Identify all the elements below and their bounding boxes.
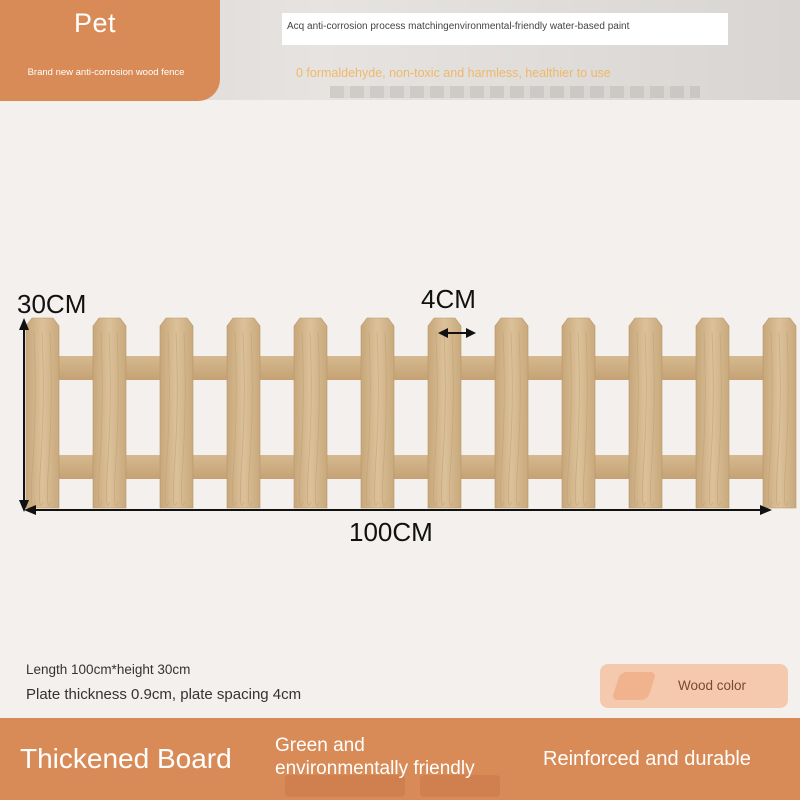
- spec-dimensions: Length 100cm*height 30cm: [26, 662, 191, 677]
- brand-title: Pet: [73, 8, 117, 38]
- wood-color-option[interactable]: [600, 664, 788, 708]
- feature-thickened-board: Thickened Board: [20, 743, 232, 774]
- height-label: 30CM: [17, 289, 87, 319]
- fence: [26, 318, 796, 508]
- wood-swatch-icon: [611, 672, 656, 700]
- feature-reinforced: Reinforced and durable: [543, 748, 751, 770]
- feature-green-line1: Green and: [275, 735, 365, 756]
- wood-color-label: Wood color: [678, 678, 747, 693]
- banner-tagline: 0 formaldehyde, non-toxic and harmless, healthier to use: [296, 66, 611, 80]
- feature-green-line2: environmentally friendly: [275, 758, 475, 779]
- banner-headline: Acq anti-corrosion process matchingenvironmental-friendly water-based paint: [287, 21, 630, 32]
- spec-thickness: Plate thickness 0.9cm, plate spacing 4cm: [26, 686, 302, 703]
- length-label: 100CM: [349, 517, 433, 547]
- spacing-label: 4CM: [421, 284, 476, 314]
- brand-subtitle: Brand new anti-corrosion wood fence: [27, 67, 185, 78]
